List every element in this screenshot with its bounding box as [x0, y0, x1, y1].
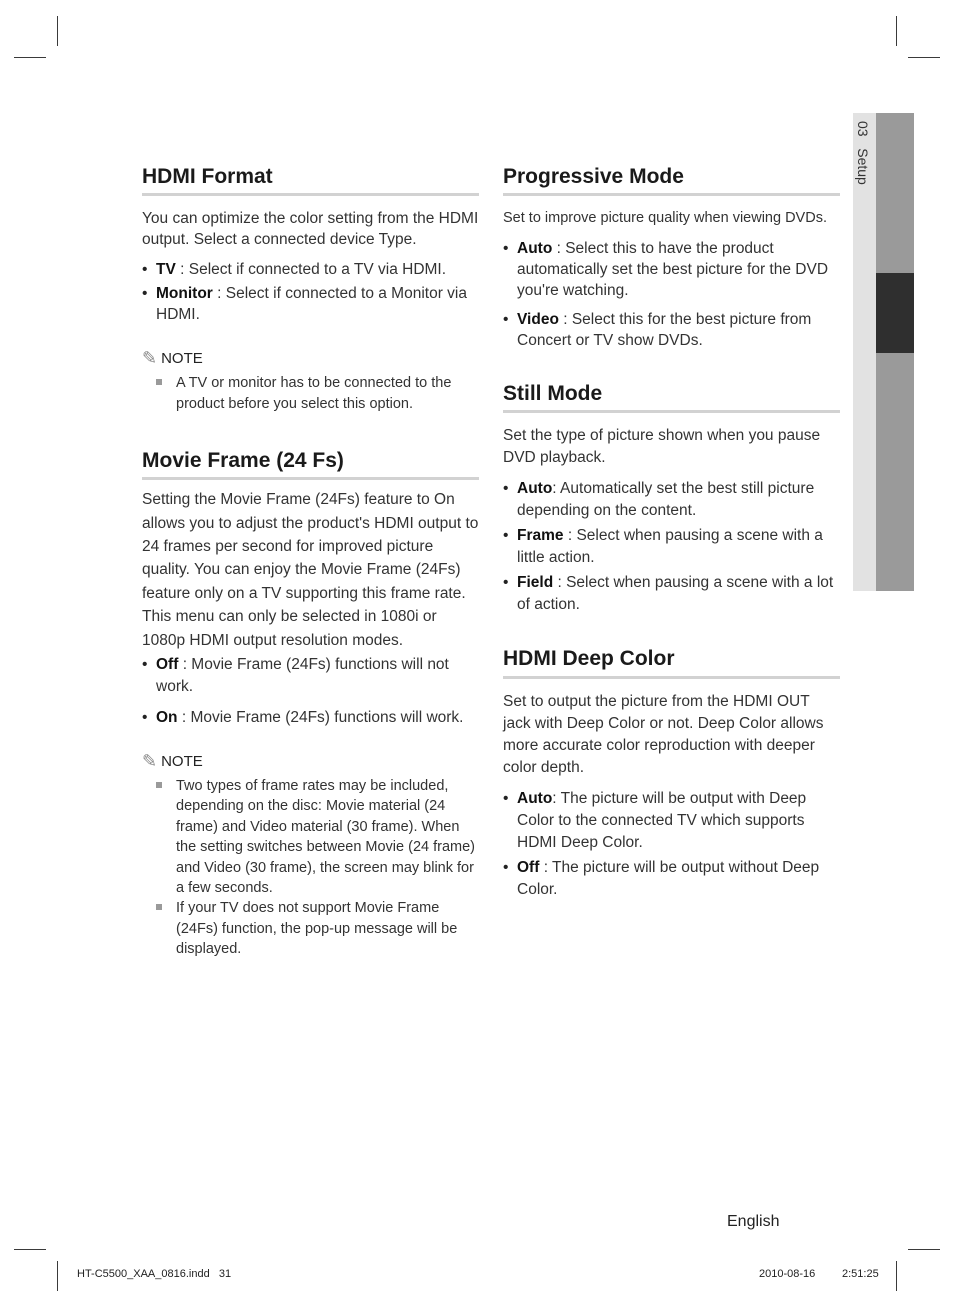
section-heading: HDMI Format [142, 164, 479, 196]
option-desc: : Automatically set the best still picture depending on the content. [517, 480, 815, 520]
option-term: Video [517, 311, 559, 329]
option-list [142, 654, 479, 728]
crop-mark [57, 16, 58, 46]
crop-mark [908, 57, 940, 58]
crop-mark [908, 1249, 940, 1250]
section-heading: Movie Frame (24 Fs) [142, 448, 479, 480]
option-term: Auto [517, 789, 553, 807]
option-term: Auto [517, 480, 553, 498]
option-item [503, 788, 840, 854]
option-item [503, 572, 840, 616]
option-term: Off [156, 656, 179, 674]
option-item [503, 478, 840, 522]
option-desc: : Select this to have the product automatically set the best picture for the DVD you're watching. [517, 240, 829, 300]
section-heading: Still Mode [503, 381, 840, 413]
option-item [503, 238, 840, 301]
option-term: Auto [517, 240, 553, 258]
right-column [503, 164, 840, 904]
pencil-icon: ✎ [142, 751, 158, 772]
chapter-number: 03 [855, 121, 871, 137]
option-desc: : Select when pausing a scene with a lot of action. [517, 574, 834, 614]
left-column [142, 164, 479, 960]
option-term: Field [517, 574, 554, 592]
footer-file-name: HT-C5500_XAA_0816.indd 31 [77, 1268, 232, 1280]
option-term: TV [156, 261, 176, 279]
pencil-icon: ✎ [142, 348, 158, 369]
footer-date: 2010-08-16 [759, 1268, 816, 1280]
crop-mark [896, 1261, 897, 1291]
option-term: Monitor [156, 285, 213, 303]
note-item: Two types of frame rates may be included, depending on the disc: Movie material (24 frame) and Video material (30 frame). When the setting switches between Movie (24 frame) and Video (30 frame), the screen may blink for a few seconds. [156, 776, 479, 898]
section-intro: Setting the Movie Frame (24Fs) feature to On allows you to adjust the product's HDMI output to 24 frames per second for improved picture quality. You can enjoy the Movie Frame (24Fs) feature only on a TV supporting this frame rate. This menu can only be selected in 1080i or 1080p HDMI output resolution modes. [142, 491, 479, 649]
option-desc: : Select if connected to a Monitor via HDMI. [156, 285, 467, 324]
option-item [142, 283, 479, 325]
note-label: NOTE [161, 752, 203, 770]
movie-frame-section [142, 448, 479, 960]
option-list [503, 478, 840, 616]
option-item [142, 654, 479, 698]
hdmi-deep-color-section [503, 646, 840, 900]
section-heading: HDMI Deep Color [503, 646, 840, 678]
note-heading [142, 752, 479, 770]
footer-language: English [727, 1213, 780, 1230]
option-term: Off [517, 858, 540, 876]
option-desc: : The picture will be output without Deep Color. [517, 858, 820, 898]
option-desc: : Select this for the best picture from Concert or TV show DVDs. [517, 311, 812, 350]
option-item [142, 259, 479, 280]
chapter-tab-marker [876, 273, 914, 353]
section-heading: Progressive Mode [503, 164, 840, 196]
option-item [503, 309, 840, 351]
option-item [503, 525, 840, 569]
section-intro: Set to improve picture quality when viewing DVDs. [503, 210, 827, 227]
progressive-mode-section [503, 164, 840, 351]
crop-mark [57, 1261, 58, 1291]
note-list [142, 373, 479, 414]
option-term: On [156, 709, 178, 727]
section-intro: You can optimize the color setting from the HDMI output. Select a connected device Type. [142, 210, 479, 249]
still-mode-section [503, 381, 840, 616]
chapter-label [855, 121, 871, 185]
note-heading [142, 349, 479, 367]
chapter-tab [853, 113, 914, 591]
section-intro: Set the type of picture shown when you pause DVD playback. [503, 427, 821, 467]
section-intro: Set to output the picture from the HDMI OUT jack with Deep Color or not. Deep Color allows more accurate color reproduction with deeper color depth. [503, 692, 824, 776]
note-list [142, 776, 479, 960]
option-desc: : Select if connected to a TV via HDMI. [175, 261, 447, 279]
option-desc: : Select when pausing a scene with a little action. [517, 527, 823, 567]
option-item [142, 707, 479, 728]
option-desc: : The picture will be output with Deep Color to the connected TV which supports HDMI Deep Color. [517, 789, 807, 851]
note-label: NOTE [161, 349, 203, 367]
crop-mark [14, 57, 46, 58]
option-desc: : Movie Frame (24Fs) functions will not work. [156, 656, 449, 696]
footer-time: 2:51:25 [842, 1268, 879, 1280]
crop-mark [896, 16, 897, 46]
option-item [503, 857, 840, 901]
crop-mark [14, 1249, 46, 1250]
hdmi-format-section [142, 164, 479, 414]
option-desc: : Movie Frame (24Fs) functions will work. [177, 709, 464, 727]
option-term: Frame [517, 527, 564, 545]
option-list [142, 259, 479, 325]
option-list [503, 788, 840, 901]
chapter-tab-label-strip [853, 113, 876, 591]
note-item: If your TV does not support Movie Frame (24Fs) function, the pop-up message will be displayed. [156, 898, 479, 959]
option-list [503, 238, 840, 351]
note-item: A TV or monitor has to be connected to the product before you select this option. [156, 373, 479, 414]
chapter-title: Setup [855, 148, 871, 185]
